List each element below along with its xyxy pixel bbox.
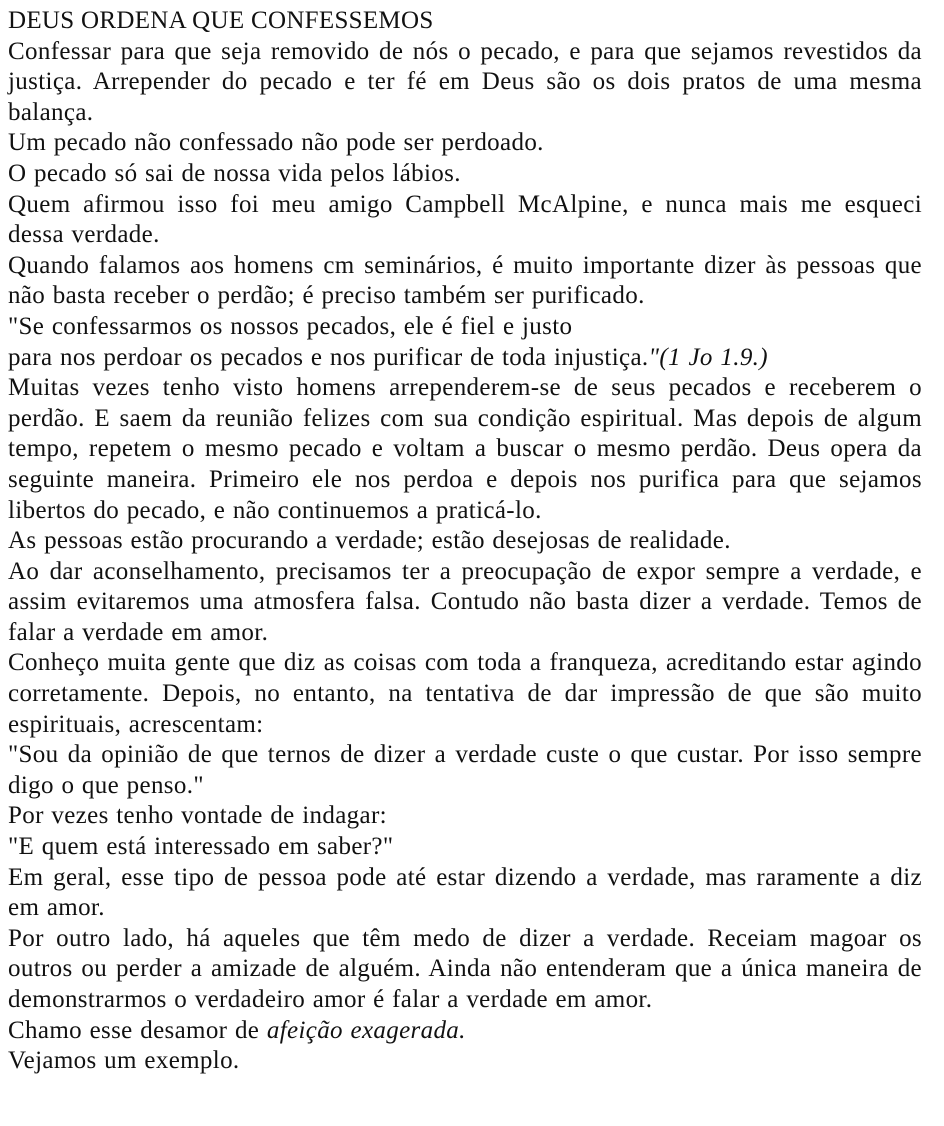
paragraph-arrependerem: Muitas vezes tenho visto homens arrependerem-se de seus pecados e receberem o perdão. E saem da reunião felizes com sua condição espiritual. Mas depois de algum tempo, repetem o mesmo pecado e voltam a buscar o mesmo perdão. Deus opera da seguinte maneira. Primeiro ele nos perdoa e depois nos purifica para que sejamos libertos do pecado, e não continuemos a praticá-lo. (8, 374, 922, 524)
paragraph-exemplo: Vejamos um exemplo. (8, 1047, 240, 1075)
paragraph-medo-verdade: Por outro lado, há aqueles que têm medo de dizer a verdade. Receiam magoar os outros ou perder a amizade de alguém. Ainda não entenderam que a única maneira de demonstrarmos o verdadeiro amor é falar a verdade em amor. (8, 924, 922, 1013)
paragraph-em-geral: Em geral, esse tipo de pessoa pode até estar dizendo a verdade, mas raramente a diz em amor. (8, 863, 922, 922)
paragraph-pecado-nao-confessado: Um pecado não confessado não pode ser perdoado. (8, 129, 544, 157)
paragraph-aconselhamento: Ao dar aconselhamento, precisamos ter a preocupação de expor sempre a verdade, e assim evitaremos uma atmosfera falsa. Contudo não basta dizer a verdade. Temos de falar a verdade em amor. (8, 557, 922, 646)
scripture-quote-text: para nos perdoar os pecados e nos purificar de toda injustiça. (8, 343, 649, 371)
paragraph-campbell: Quem afirmou isso foi meu amigo Campbell McAlpine, e nunca mais me esqueci dessa verdade. (8, 190, 922, 249)
paragraph-desamor (8, 1016, 922, 1047)
section-heading: DEUS ORDENA QUE CONFESSEMOS (8, 7, 434, 34)
scripture-reference: "(1 Jo 1.9.) (648, 343, 768, 371)
paragraph-opiniao-quote: "Sou da opinião de que ternos de dizer a verdade custe o que custar. Por isso sempre digo o que penso." (8, 741, 922, 799)
desamor-text: Chamo esse desamor de (8, 1016, 267, 1044)
scripture-quote-line-1: "Se confessarmos os nossos pecados, ele é fiel e justo (8, 312, 573, 340)
paragraph-pecado-labios: O pecado só sai de nossa vida pelos lábios. (8, 159, 461, 187)
paragraph-indagar: Por vezes tenho vontade de indagar: (8, 802, 387, 830)
desamor-emphasis: afeição exagerada. (266, 1016, 466, 1044)
paragraph-interessado-quote: "E quem está interessado em saber?" (8, 833, 394, 861)
paragraph-verdade-realidade: As pessoas estão procurando a verdade; estão desejosas de realidade. (8, 527, 731, 555)
paragraph-franqueza: Conheço muita gente que diz as coisas com toda a franqueza, acreditando estar agindo corretamente. Depois, no entanto, na tentativa de dar impressão de que são muito espirituais, acrescentam: (8, 649, 922, 738)
paragraph-seminarios: Quando falamos aos homens cm seminários, é muito importante dizer às pessoas que não basta receber o perdão; é preciso também ser purificado. (8, 251, 922, 310)
paragraph-confessar: Confessar para que seja removido de nós o pecado, e para que sejamos revestidos da justiça. Arrepender do pecado e ter fé em Deus são os dois pratos de uma mesma balança. (8, 37, 922, 126)
scripture-quote-line-2 (8, 343, 922, 374)
